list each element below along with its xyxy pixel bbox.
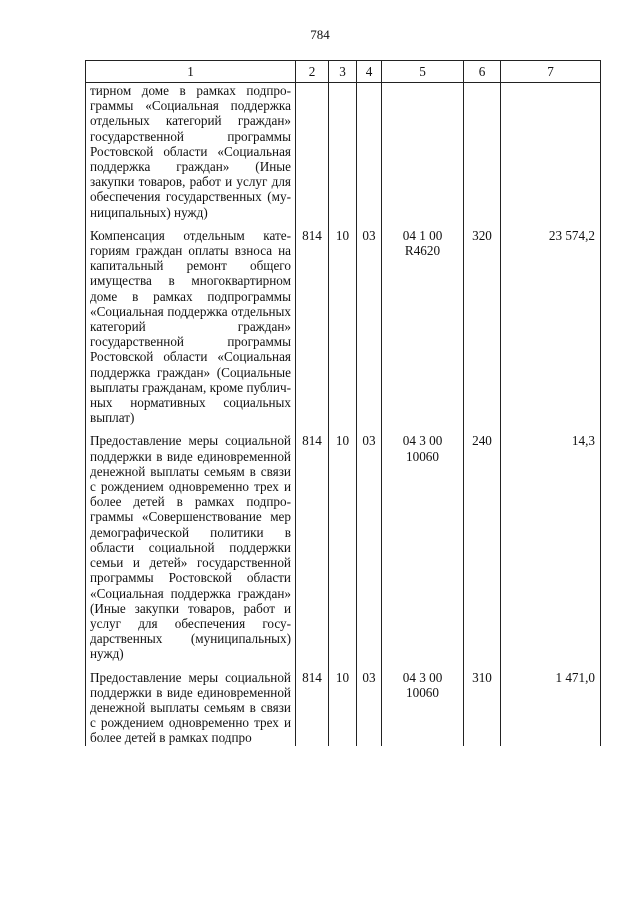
cell-expense-type: 320 [464,228,501,434]
cell-subsection: 03 [357,670,382,746]
table-header-row [86,61,601,83]
column-header-2: 2 [296,61,329,83]
cell-ministry: 814 [296,228,329,434]
cell-subsection [357,83,382,228]
row-description: Компенсация отдельным категориям граждан оплаты взноса на капитальный ремонт общего имущества в многоквартирном доме в рамках подпрограммы «Социальная поддержка отдельных категорий граждан» государственной программы Ростовской области «Социальная поддержка граждан» (Социальные выплаты гражданам, кроме публичных нормативных социальных выплат) [86,228,296,434]
row-description: Предоставление меры социальной поддержки в виде единовременной денежной выплаты семьям в связи с рождением одновременно трех и более детей в рамках подпрограммы «Совершенствование мер демографической политики в области социальной поддержки семьи и детей» государственной программы Ростовской области «Социальная поддержка граждан» (Иные закупки товаров, работ и услуг для обеспечения государственных (муниципальных) нужд) [86,433,296,669]
cell-subsection: 03 [357,433,382,669]
cell-amount: 23 574,2 [501,228,601,434]
table-row [86,670,601,746]
budget-table [85,60,601,746]
cell-ministry: 814 [296,670,329,746]
column-header-7: 7 [501,61,601,83]
page-number: 784 [310,27,330,42]
table-row [86,433,601,669]
cell-target-article: 04 1 00 R4620 [382,228,464,434]
cell-section: 10 [329,228,357,434]
cell-section: 10 [329,670,357,746]
row-description: тирном доме в рамках подпрограммы «Социальная поддержка отдельных категорий граждан» государственной программы Ростовской области «Социальная поддержка граждан» (Иные закупки товаров, работ и услуг для обеспечения государственных (муниципальных) нужд) [86,83,296,228]
cell-ministry: 814 [296,433,329,669]
cell-target-article [382,83,464,228]
column-header-1: 1 [86,61,296,83]
cell-section: 10 [329,433,357,669]
column-header-4: 4 [357,61,382,83]
cell-ministry [296,83,329,228]
cell-expense-type: 310 [464,670,501,746]
cell-target-article: 04 3 00 10060 [382,433,464,669]
column-header-3: 3 [329,61,357,83]
table-row [86,228,601,434]
cell-amount: 14,3 [501,433,601,669]
cell-expense-type: 240 [464,433,501,669]
cell-expense-type [464,83,501,228]
cell-target-article: 04 3 00 10060 [382,670,464,746]
cell-section [329,83,357,228]
cell-subsection: 03 [357,228,382,434]
column-header-5: 5 [382,61,464,83]
table-row [86,83,601,228]
cell-amount: 1 471,0 [501,670,601,746]
column-header-6: 6 [464,61,501,83]
cell-amount [501,83,601,228]
row-description: Предоставление меры социальной поддержки в виде единовременной денежной выплаты семьям в связи с рождением одновременно трех и более детей в рамках подпро [86,670,296,746]
